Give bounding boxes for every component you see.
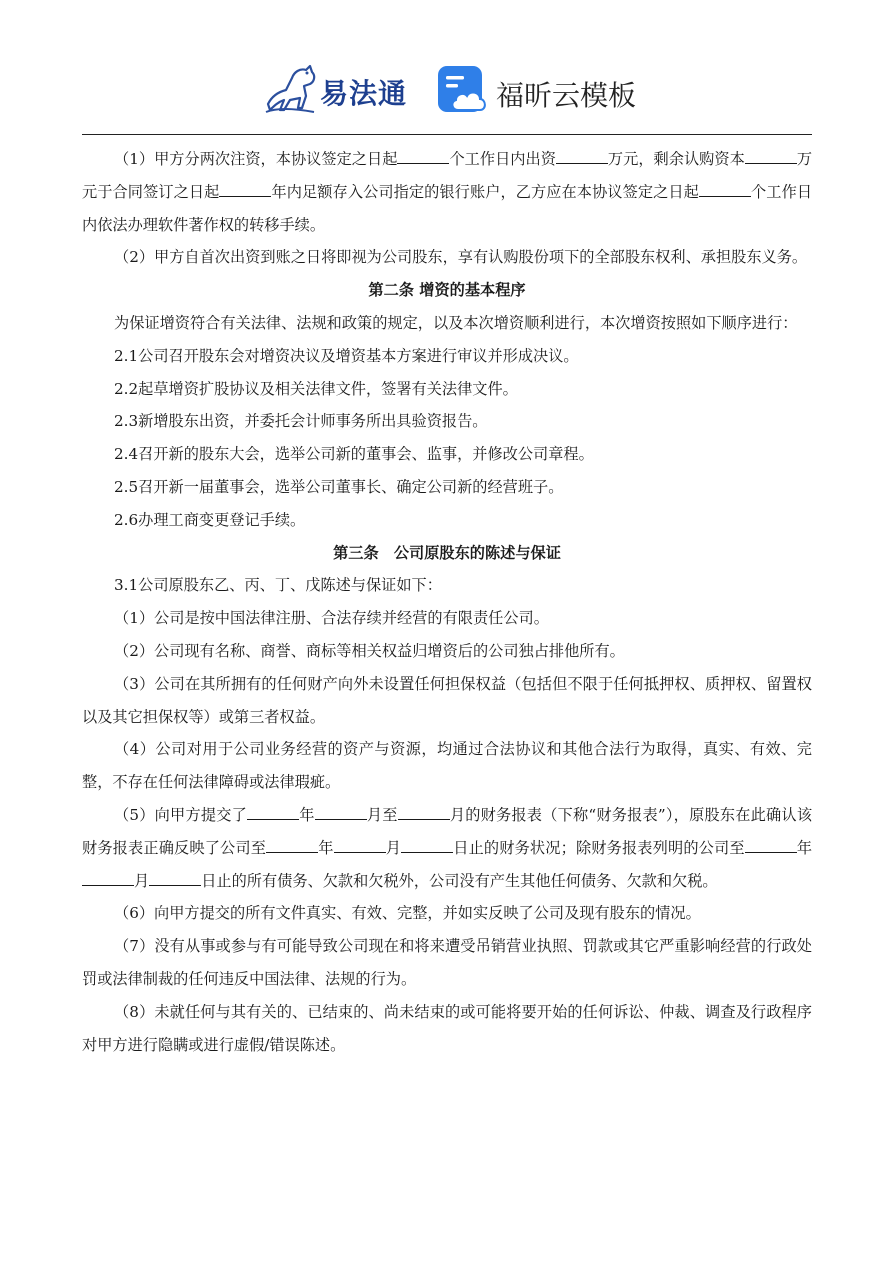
- article-3-paragraph-8: （8）未就任何与其有关的、已结束的、尚未结束的或可能将要开始的任何诉讼、仲裁、调查及行政程序对甲方进行隐瞒或进行虚假/错误陈述。: [82, 1002, 812, 1054]
- article-2-title: 第二条 增资的基本程序: [368, 281, 526, 300]
- fuxin-logo: [436, 64, 646, 120]
- fill-blank: [401, 838, 453, 853]
- text-run: 年: [299, 805, 315, 824]
- article-3-title: 第三条 公司原股东的陈述与保证: [333, 543, 561, 562]
- text-run: 月至: [366, 805, 398, 824]
- article-3-paragraph-1: （1）公司是按中国法律注册、合法存续并经营的有限责任公司。: [114, 609, 549, 628]
- article-3-intro: 3.1公司原股东乙、丙、丁、戊陈述与保证如下：: [114, 576, 442, 595]
- article-2-item: 2.2起草增资扩股协议及相关法律文件，签署有关法律文件。: [114, 379, 518, 398]
- article-2-item: 2.4召开新的股东大会，选举公司新的董事会、监事，并修改公司章程。: [114, 445, 594, 464]
- fill-blank: [82, 871, 134, 886]
- document-body: [82, 143, 812, 1061]
- article-3-paragraph-2: （2）公司现有名称、商誉、商标等相关权益归增资后的公司独占排他所有。: [114, 641, 625, 660]
- fill-blank: [334, 838, 386, 853]
- fill-blank: [247, 805, 299, 820]
- fill-blank: [699, 182, 751, 197]
- article-3-paragraph-4: （4）公司对用于公司业务经营的资产与资源，均通过合法协议和其他合法行为取得，真实、有效、完整，不存在任何法律障碍或法律瑕疵。: [82, 740, 812, 792]
- page-header: [0, 58, 893, 128]
- fuxin-brand-text: 福昕云模板: [496, 79, 637, 112]
- text-run: 个工作日内出资: [449, 150, 556, 168]
- fill-blank: [745, 149, 781, 164]
- horse-logo-icon: [262, 60, 320, 118]
- text-run: （5）向甲方提交了: [114, 805, 248, 824]
- article-3-paragraph-5: [82, 799, 812, 897]
- text-run: 年内足额存入公司指定的银行账户，乙方应在本协议签定之日起: [271, 182, 699, 201]
- text-run: 万元，剩余认购资本: [607, 150, 745, 168]
- fill-blank: [398, 805, 450, 820]
- article-3-paragraph-7: （7）没有从事或参与有可能导致公司现在和将来遭受吊销营业执照、罚款或其它严重影响经营的行政处罚或法律制裁的任何违反中国法律、法规的行为。: [82, 937, 812, 988]
- text-run: 日止的所有债务、欠款和欠税外，公司没有产生其他任何债务、欠款和欠税。: [201, 871, 718, 890]
- fill-blank: [219, 182, 271, 197]
- article-2-item: 2.1公司召开股东会对增资决议及增资基本方案进行审议并形成决议。: [114, 346, 579, 365]
- clause-1-paragraph-2: （2）甲方自首次出资到账之日将即视为公司股东，享有认购股份项下的全部股东权利、承担股东义务。: [114, 248, 808, 267]
- text-run: 个工作日内依法办理软件著作权的转移手续。: [82, 182, 813, 234]
- text-run: 万元于合同签订之日起: [82, 150, 813, 201]
- text-run: （1）甲方分两次注资，本协议签定之日起: [114, 150, 398, 168]
- fill-blank: [266, 838, 318, 853]
- article-2-item: 2.6办理工商变更登记手续。: [114, 510, 306, 529]
- article-2-item: 2.3新增股东出资，并委托会计师事务所出具验资报告。: [114, 412, 488, 431]
- yifatong-logo: [262, 60, 422, 120]
- article-2-intro: 为保证增资符合有关法律、法规和政策的规定，以及本次增资顺利进行，本次增资按照如下顺序进行：: [114, 313, 798, 332]
- header-divider: [82, 134, 812, 135]
- article-3-paragraph-6: （6）向甲方提交的所有文件真实、有效、完整，并如实反映了公司及现有股东的情况。: [114, 904, 701, 923]
- text-run: 月的财务报表（下称“财务报表”），原股东在此确认该财务报表正确反映了公司至: [82, 805, 813, 857]
- fill-blank: [315, 805, 367, 820]
- article-2-item: 2.5召开新一届董事会，选举公司董事长、确定公司新的经营班子。: [114, 477, 564, 496]
- text-run: 月: [134, 871, 150, 890]
- fill-blank: [397, 149, 449, 164]
- clause-1-paragraph-1: [82, 143, 812, 241]
- article-3-paragraph-3: （3）公司在其所拥有的任何财产向外未设置任何担保权益（包括但不限于任何抵押权、质押权、留置权以及其它担保权等）或第三者权益。: [82, 674, 812, 726]
- fill-blank: [149, 871, 201, 886]
- fill-blank: [556, 149, 608, 164]
- text-run: 年: [796, 838, 813, 857]
- text-run: 月: [385, 838, 402, 857]
- text-run: 日止的财务状况；除财务报表列明的公司至: [453, 838, 745, 857]
- cloud-doc-logo-icon: [436, 64, 488, 116]
- yifatong-brand-text: 易法通: [320, 77, 408, 110]
- text-run: 年: [318, 838, 334, 857]
- fill-blank: [745, 838, 797, 853]
- fill-blank: [781, 149, 797, 164]
